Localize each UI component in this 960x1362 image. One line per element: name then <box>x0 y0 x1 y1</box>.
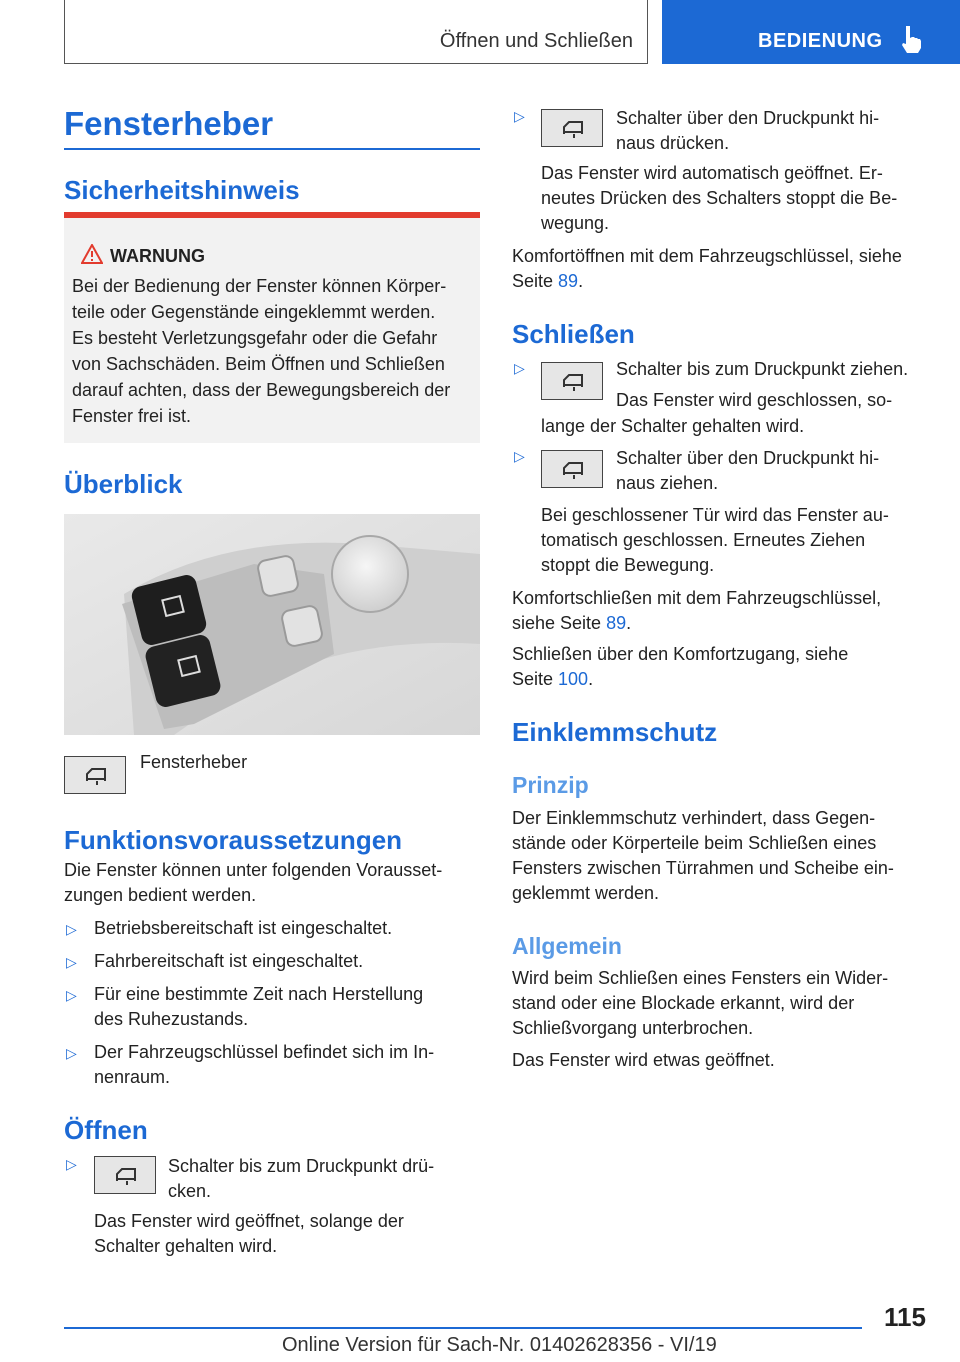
title-rule <box>64 148 480 150</box>
footer-rule <box>64 1327 862 1329</box>
window-switch-icon <box>94 1156 156 1194</box>
warning-triangle-icon <box>81 244 103 264</box>
left-column <box>64 104 480 206</box>
text-line: Schließvorgang unterbrochen. <box>512 1018 754 1038</box>
open-step2-result <box>541 161 941 236</box>
list-item: ▷ Fahrbereitschaft ist eingeschaltet. <box>64 949 484 974</box>
open-heading: Öffnen <box>64 1115 148 1145</box>
page-link[interactable]: 89 <box>558 271 579 291</box>
principle-text <box>512 806 942 906</box>
warning-line: von Sachschäden. Beim Öffnen und Schließen <box>72 354 445 374</box>
warning-line: Es besteht Verletzungsgefahr oder die Gefahr <box>72 328 438 348</box>
text-line: Fahrbereitschaft ist eingeschaltet. <box>94 951 364 971</box>
bullet-marker: ▷ <box>514 360 525 376</box>
text-line: Schalter bis zum Druckpunkt drü- <box>168 1156 435 1176</box>
text-line: stände oder Körperteile beim Schließen eines <box>512 833 877 853</box>
window-switch-icon <box>64 756 126 794</box>
conditions-heading: Funktionsvoraussetzungen <box>64 825 403 855</box>
close-step1 <box>616 357 936 413</box>
close-step1-cont: lange der Schalter gehalten wird. <box>541 416 805 436</box>
bullet-marker: ▷ <box>514 448 525 464</box>
text-line: Schalter bis zum Druckpunkt ziehen. <box>616 359 909 379</box>
text-line: Betriebsbereitschaft ist eingeschaltet. <box>94 918 393 938</box>
warning-line: Fenster frei ist. <box>72 406 192 426</box>
bullet-marker: ▷ <box>66 1156 77 1172</box>
bullet-marker: ▷ <box>514 108 525 124</box>
comfort-open <box>512 244 942 294</box>
close-heading: Schließen <box>512 319 635 349</box>
safety-heading: Sicherheitshinweis <box>64 174 300 205</box>
text-line: siehe Seite 89. <box>512 613 632 633</box>
window-switch-photo <box>64 514 480 735</box>
list-item: ▷ Für eine bestimmte Zeit nach Herstellung des Ruhezustands. <box>64 982 484 1032</box>
text-line: des Ruhezustands. <box>94 1009 249 1029</box>
header-chapter-box <box>64 0 648 64</box>
text-line: Bei geschlossener Tür wird das Fenster au- <box>541 505 889 525</box>
close-step2-result <box>541 503 941 578</box>
general-text <box>512 966 942 1073</box>
general-heading: Allgemein <box>512 933 622 959</box>
text-line: Schalter gehalten wird. <box>94 1236 278 1256</box>
page-link[interactable]: 100 <box>558 669 589 689</box>
text-line: Das Fenster wird automatisch geöffnet. Er- <box>541 163 883 183</box>
page-title: Fensterheber <box>64 105 274 142</box>
warning-line: Bei der Bedienung der Fenster können Körper- <box>72 276 447 296</box>
text-line: zungen bedient werden. <box>64 885 257 905</box>
text-line: Komfortschließen mit dem Fahrzeugschlüssel, <box>512 588 882 608</box>
warning-text <box>72 273 482 429</box>
text-line: Wird beim Schließen eines Fensters ein Wider- <box>512 968 889 988</box>
text-line: neutes Drücken des Schalters stoppt die Be- <box>541 188 898 208</box>
list-item: ▷ Der Fahrzeugschlüssel befindet sich im In- nenraum. <box>64 1040 484 1090</box>
header-section: BEDIENUNG <box>758 30 883 52</box>
online-version: Online Version für Sach-Nr. 01402628356 - VI/19 <box>282 1334 717 1356</box>
header-section-box <box>662 0 960 64</box>
text-line: Für eine bestimmte Zeit nach Herstellung <box>94 984 424 1004</box>
text-line: Komfortöffnen mit dem Fahrzeugschlüssel, siehe <box>512 246 902 266</box>
text-line: Schließen über den Komfortzugang, siehe <box>512 644 849 664</box>
text-line: Das Fenster wird geöffnet, solange der <box>94 1211 404 1231</box>
text-line: Schalter über den Druckpunkt hi- <box>616 108 880 128</box>
text-line: cken. <box>168 1181 212 1201</box>
text-line: Der Einklemmschutz verhindert, dass Gegen- <box>512 808 876 828</box>
comfort-close <box>512 586 942 636</box>
open-step1-result <box>94 1209 474 1259</box>
text-line: Schalter über den Druckpunkt hi- <box>616 448 880 468</box>
conditions-intro <box>64 858 484 908</box>
window-switch-icon <box>541 450 603 488</box>
pointing-hand-icon <box>898 24 924 54</box>
warning-line: darauf achten, dass der Bewegungsbereich der <box>72 380 451 400</box>
overview-heading: Überblick <box>64 469 183 499</box>
warning-title: WARNUNG <box>110 246 205 266</box>
window-switch-icon <box>541 109 603 147</box>
page-number: 115 <box>884 1302 926 1332</box>
header-chapter: Öffnen und Schließen <box>439 30 633 52</box>
close-step2 <box>616 446 936 496</box>
warning-line: teile oder Gegenstände eingeklemmt werden. <box>72 302 436 322</box>
text-line: tomatisch geschlossen. Erneutes Ziehen <box>541 530 866 550</box>
text-line: stand oder eine Blockade erkannt, wird der <box>512 993 855 1013</box>
text-line: Der Fahrzeugschlüssel befindet sich im In- <box>94 1042 435 1062</box>
text-line: Das Fenster wird geschlossen, so- <box>616 390 893 410</box>
text-line: Die Fenster können unter folgenden Vorausset- <box>64 860 443 880</box>
text-line: naus drücken. <box>616 133 730 153</box>
icon-caption: Fensterheber <box>140 752 248 772</box>
text-line: wegung. <box>541 213 610 233</box>
window-switch-icon <box>541 362 603 400</box>
text-line: Seite 100. <box>512 669 594 689</box>
principle-heading: Prinzip <box>512 772 589 798</box>
text-line: geklemmt werden. <box>512 883 660 903</box>
text-line: Das Fenster wird etwas geöffnet. <box>512 1050 775 1070</box>
conditions-section <box>64 824 484 1090</box>
text-line: Fensters zwischen Türrahmen und Scheibe ein- <box>512 858 894 878</box>
comfort-access <box>512 642 942 692</box>
text-line: stoppt die Bewegung. <box>541 555 715 575</box>
open-step2 <box>616 106 936 156</box>
text-line: Seite 89. <box>512 271 584 291</box>
warning-box <box>64 212 480 443</box>
text-line: nenraum. <box>94 1067 171 1087</box>
pinch-heading: Einklemmschutz <box>512 717 718 747</box>
list-item: ▷ Betriebsbereitschaft ist eingeschaltet. <box>64 916 484 941</box>
open-step1 <box>168 1154 468 1204</box>
page-link[interactable]: 89 <box>606 613 627 633</box>
text-line: naus ziehen. <box>616 473 719 493</box>
